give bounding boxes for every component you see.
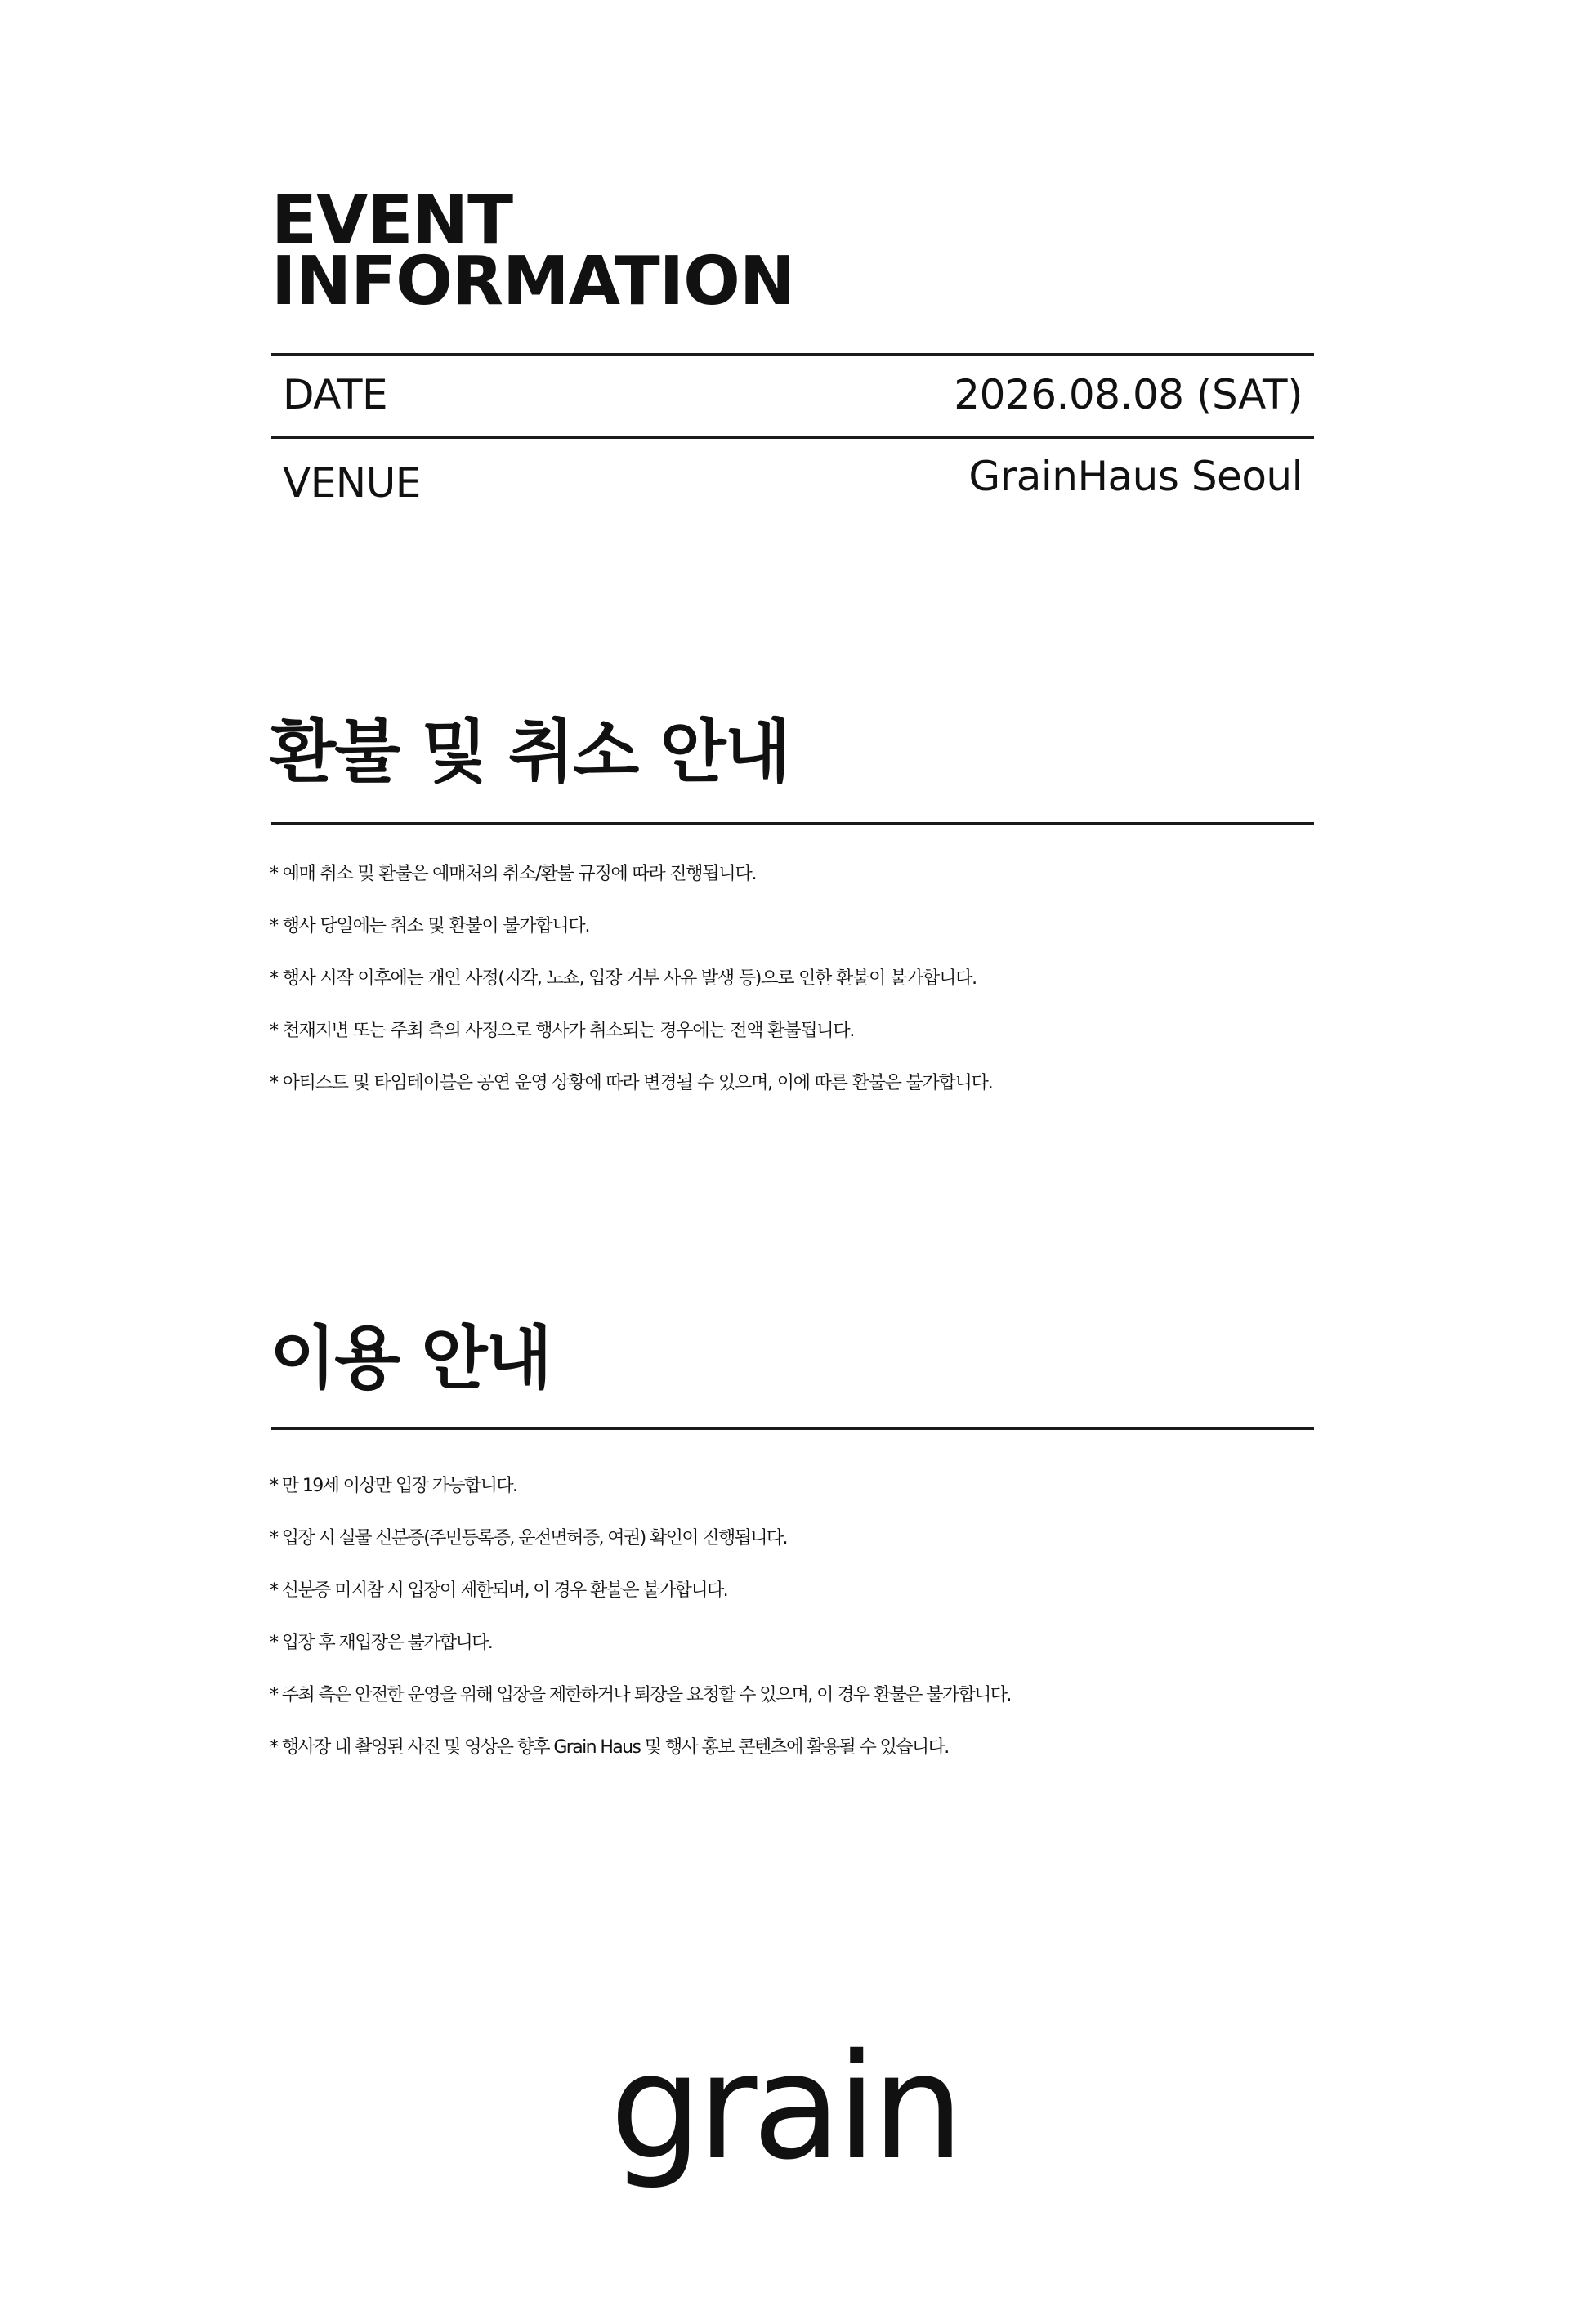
usage-section-heading: 이용 안내 bbox=[270, 1318, 551, 1398]
usage-note-item: * 만 19세 이상만 입장 가능합니다. bbox=[270, 1476, 517, 1496]
date-label: DATE bbox=[283, 371, 388, 418]
usage-note-item: * 신분증 미지참 시 입장이 제한되며, 이 경우 환불은 불가합니다. bbox=[270, 1580, 728, 1601]
usage-note-item: * 주최 측은 안전한 운영을 위해 입장을 제한하거나 퇴장을 요청할 수 있으며, 이 경우 환불은 불가합니다. bbox=[270, 1685, 1011, 1705]
refund-note-item: * 예매 취소 및 환불은 예매처의 취소/환불 규정에 따라 진행됩니다. bbox=[270, 864, 757, 884]
venue-value: GrainHaus Seoul bbox=[968, 453, 1303, 500]
refund-note-item: * 천재지변 또는 주최 측의 사정으로 행사가 취소되는 경우에는 전액 환불됩니다. bbox=[270, 1021, 855, 1041]
event-title-line-1: EVENT bbox=[271, 181, 513, 259]
refund-note-item: * 행사 시작 이후에는 개인 사정(지각, 노쇼, 입장 거부 사유 발생 등)으로 인한 환불이 불가합니다. bbox=[270, 968, 977, 989]
info-middle-divider bbox=[271, 436, 1314, 439]
date-value: 2026.08.08 (SAT) bbox=[954, 371, 1303, 418]
refund-note-item: * 행사 당일에는 취소 및 환불이 불가합니다. bbox=[270, 916, 590, 936]
venue-label: VENUE bbox=[283, 459, 421, 507]
usage-section-divider bbox=[271, 1427, 1314, 1430]
refund-section-heading: 환불 및 취소 안내 bbox=[270, 712, 789, 792]
event-title-line-2: INFORMATION bbox=[271, 243, 795, 321]
refund-section-divider bbox=[271, 822, 1314, 825]
refund-note-item: * 아티스트 및 타임테이블은 공연 운영 상황에 따라 변경될 수 있으며, 이에 따른 환불은 불가합니다. bbox=[270, 1073, 993, 1093]
info-top-divider bbox=[271, 353, 1314, 356]
refund-notes-list bbox=[270, 848, 1332, 1110]
usage-note-item: * 행사장 내 촬영된 사진 및 영상은 향후 Grain Haus 및 행사 홍보 콘텐츠에 활용될 수 있습니다. bbox=[270, 1737, 949, 1758]
usage-note-item: * 입장 시 실물 신분증(주민등록증, 운전면허증, 여권) 확인이 진행됩니다. bbox=[270, 1528, 787, 1549]
event-information-title bbox=[271, 181, 795, 321]
grain-logo: grain bbox=[610, 2022, 959, 2192]
usage-note-item: * 입장 후 재입장은 불가합니다. bbox=[270, 1633, 493, 1653]
usage-notes-list bbox=[270, 1460, 1332, 1774]
